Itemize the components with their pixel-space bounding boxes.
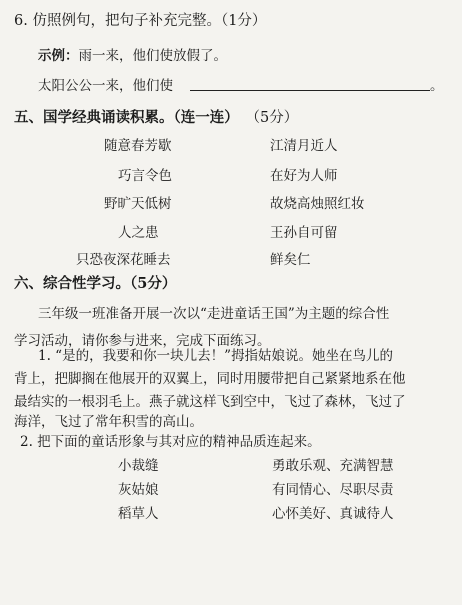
s5-left-item[interactable]: 巧言令色 <box>118 168 172 184</box>
s5-right-item[interactable]: 鲜矣仁 <box>270 252 311 268</box>
section-5-title-text: 五、国学经典诵读积累。（连一连） <box>14 109 239 126</box>
fairy-character[interactable]: 小裁缝 <box>118 458 159 474</box>
s6-question-2: 2. 把下面的童话形象与其对应的精神品质连起来。 <box>20 434 321 450</box>
story-line: 海洋，飞过了常年积雪的高山。 <box>14 414 203 430</box>
s6-intro-line: 三年级一班准备开展一次以“走进童话王国”为主题的综合性 <box>38 306 390 322</box>
example-line <box>38 44 227 64</box>
q6-end-punct: 。 <box>430 78 444 94</box>
question-6-title: 6. 仿照例句，把句子补充完整。（1分） <box>14 13 267 29</box>
section-5-title <box>14 106 298 127</box>
s5-left-item[interactable]: 人之患 <box>118 225 159 241</box>
section-5-score: （5分） <box>252 110 299 126</box>
s5-right-item[interactable]: 王孙自可留 <box>270 225 338 241</box>
q6-prompt: 太阳公公一来，他们使 <box>38 78 173 94</box>
s5-right-item[interactable]: 江清月近人 <box>270 138 338 154</box>
story-line: 背上，把脚搁在他展开的双翼上，同时用腰带把自己紧紧地系在他 <box>14 371 406 387</box>
s5-right-item[interactable]: 在好为人师 <box>270 168 338 184</box>
example-text: 雨一来，他们使放假了。 <box>78 48 227 64</box>
quality-item[interactable]: 勇敢乐观、充满智慧 <box>272 458 394 474</box>
section-6-title: 六、综合性学习。（5分） <box>14 275 177 292</box>
story-line: 1. “是的，我要和你一块儿去！”拇指姑娘说。她坐在鸟儿的 <box>38 348 393 364</box>
s5-left-item[interactable]: 野旷天低树 <box>104 196 172 212</box>
quality-item[interactable]: 有同情心、尽职尽责 <box>272 482 394 498</box>
s6-intro-line: 学习活动，请你参与进来，完成下面练习。 <box>14 333 271 349</box>
story-line: 最结实的一根羽毛上。燕子就这样飞到空中，飞过了森林，飞过了 <box>14 394 406 410</box>
example-label: 示例： <box>38 48 79 64</box>
q6-answer-blank[interactable] <box>190 90 430 91</box>
s5-right-item[interactable]: 故烧高烛照红妆 <box>270 196 365 212</box>
quality-item[interactable]: 心怀美好、真诚待人 <box>272 506 394 522</box>
s5-left-item[interactable]: 只恐夜深花睡去 <box>76 252 171 268</box>
fairy-character[interactable]: 稻草人 <box>118 506 159 522</box>
fairy-character[interactable]: 灰姑娘 <box>118 482 159 498</box>
s5-left-item[interactable]: 随意春芳歇 <box>104 138 172 154</box>
